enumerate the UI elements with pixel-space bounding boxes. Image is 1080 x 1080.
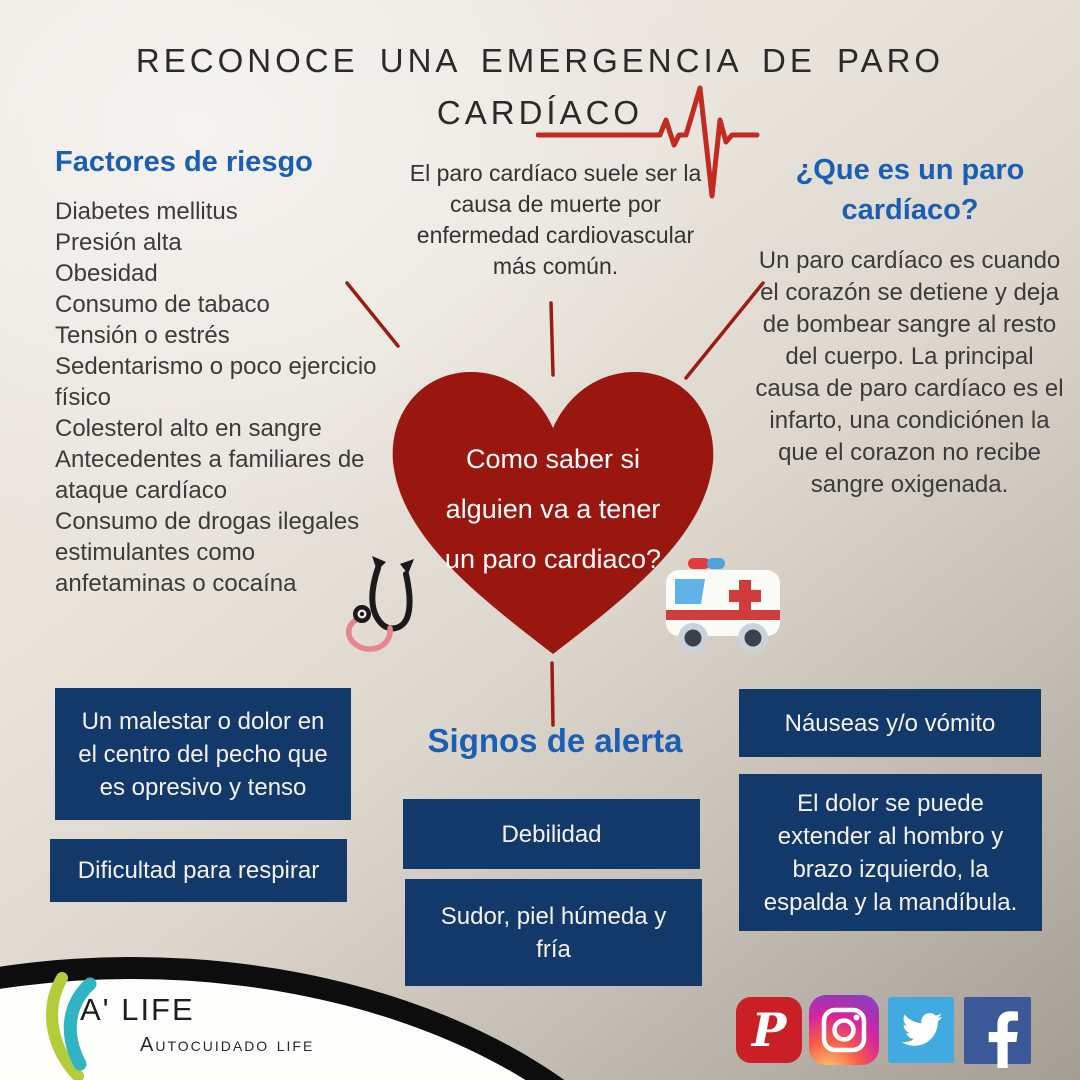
risk-item: Presión alta: [55, 229, 182, 256]
risk-item: Consumo de drogas ilegales estimulantes como anfetaminas o cocaína: [55, 508, 360, 597]
risk-item: Colesterol alto en sangre: [55, 415, 322, 442]
risk-item: Diabetes mellitus: [55, 198, 238, 225]
twitter-icon[interactable]: [888, 997, 954, 1063]
instagram-icon[interactable]: [809, 995, 879, 1065]
symptom-box-nausea: Náuseas y/o vómito: [739, 689, 1041, 757]
risk-item: Sedentarismo o poco ejercicio físico: [55, 353, 377, 411]
risk-item: Consumo de tabaco: [55, 291, 270, 318]
symptom-box-chest-pain: Un malestar o dolor en el centro del pecho que es opresivo y tenso: [55, 688, 351, 820]
stethoscope-icon: [338, 548, 448, 658]
brand-name: A' LIFE: [80, 992, 195, 1027]
risk-item: Obesidad: [55, 260, 158, 287]
symptom-box-weakness: Debilidad: [403, 799, 700, 869]
warning-signs-heading: Signos de alerta: [427, 722, 683, 759]
page-title-line2: CARDÍACO: [436, 94, 644, 131]
symptom-box-sweat: Sudor, piel húmeda y fría: [405, 879, 702, 986]
brand-tagline: Autocuidado life: [140, 1034, 315, 1056]
facebook-icon[interactable]: [964, 997, 1031, 1064]
risk-factors-heading: Factores de riesgo: [55, 146, 313, 178]
risk-item: Tensión o estrés: [55, 322, 230, 349]
risk-item: Antecedentes a familiares de ataque cardíaco: [55, 446, 365, 504]
page-title-line1: RECONOCE UNA EMERGENCIA DE PARO: [135, 42, 945, 79]
svg-text:P: P: [751, 1003, 787, 1057]
symptom-box-pain-spread: El dolor se puede extender al hombro y brazo izquierdo, la espalda y la mandíbula.: [739, 774, 1042, 931]
what-is-heading: ¿Que es un paro cardíaco?: [795, 154, 1025, 226]
heart-question: Como saber si alguien va a tener un paro cardiaco?: [444, 444, 662, 574]
ambulance-icon: [660, 552, 788, 660]
symptom-box-breathing: Dificultad para respirar: [50, 839, 347, 902]
risk-factors-list: [55, 196, 390, 599]
pinterest-icon[interactable]: [736, 997, 802, 1063]
intro-paragraph: El paro cardíaco suele ser la causa de muerte por enfermedad cardiovascular más común.: [409, 160, 702, 279]
what-is-paragraph: Un paro cardíaco es cuando el corazón se detiene y deja de bombear sangre al resto del cuerpo. La principal causa de paro cardíaco es el infarto, una condiciónen la que el corazon no recibe sangre oxigenada.: [755, 247, 1064, 498]
